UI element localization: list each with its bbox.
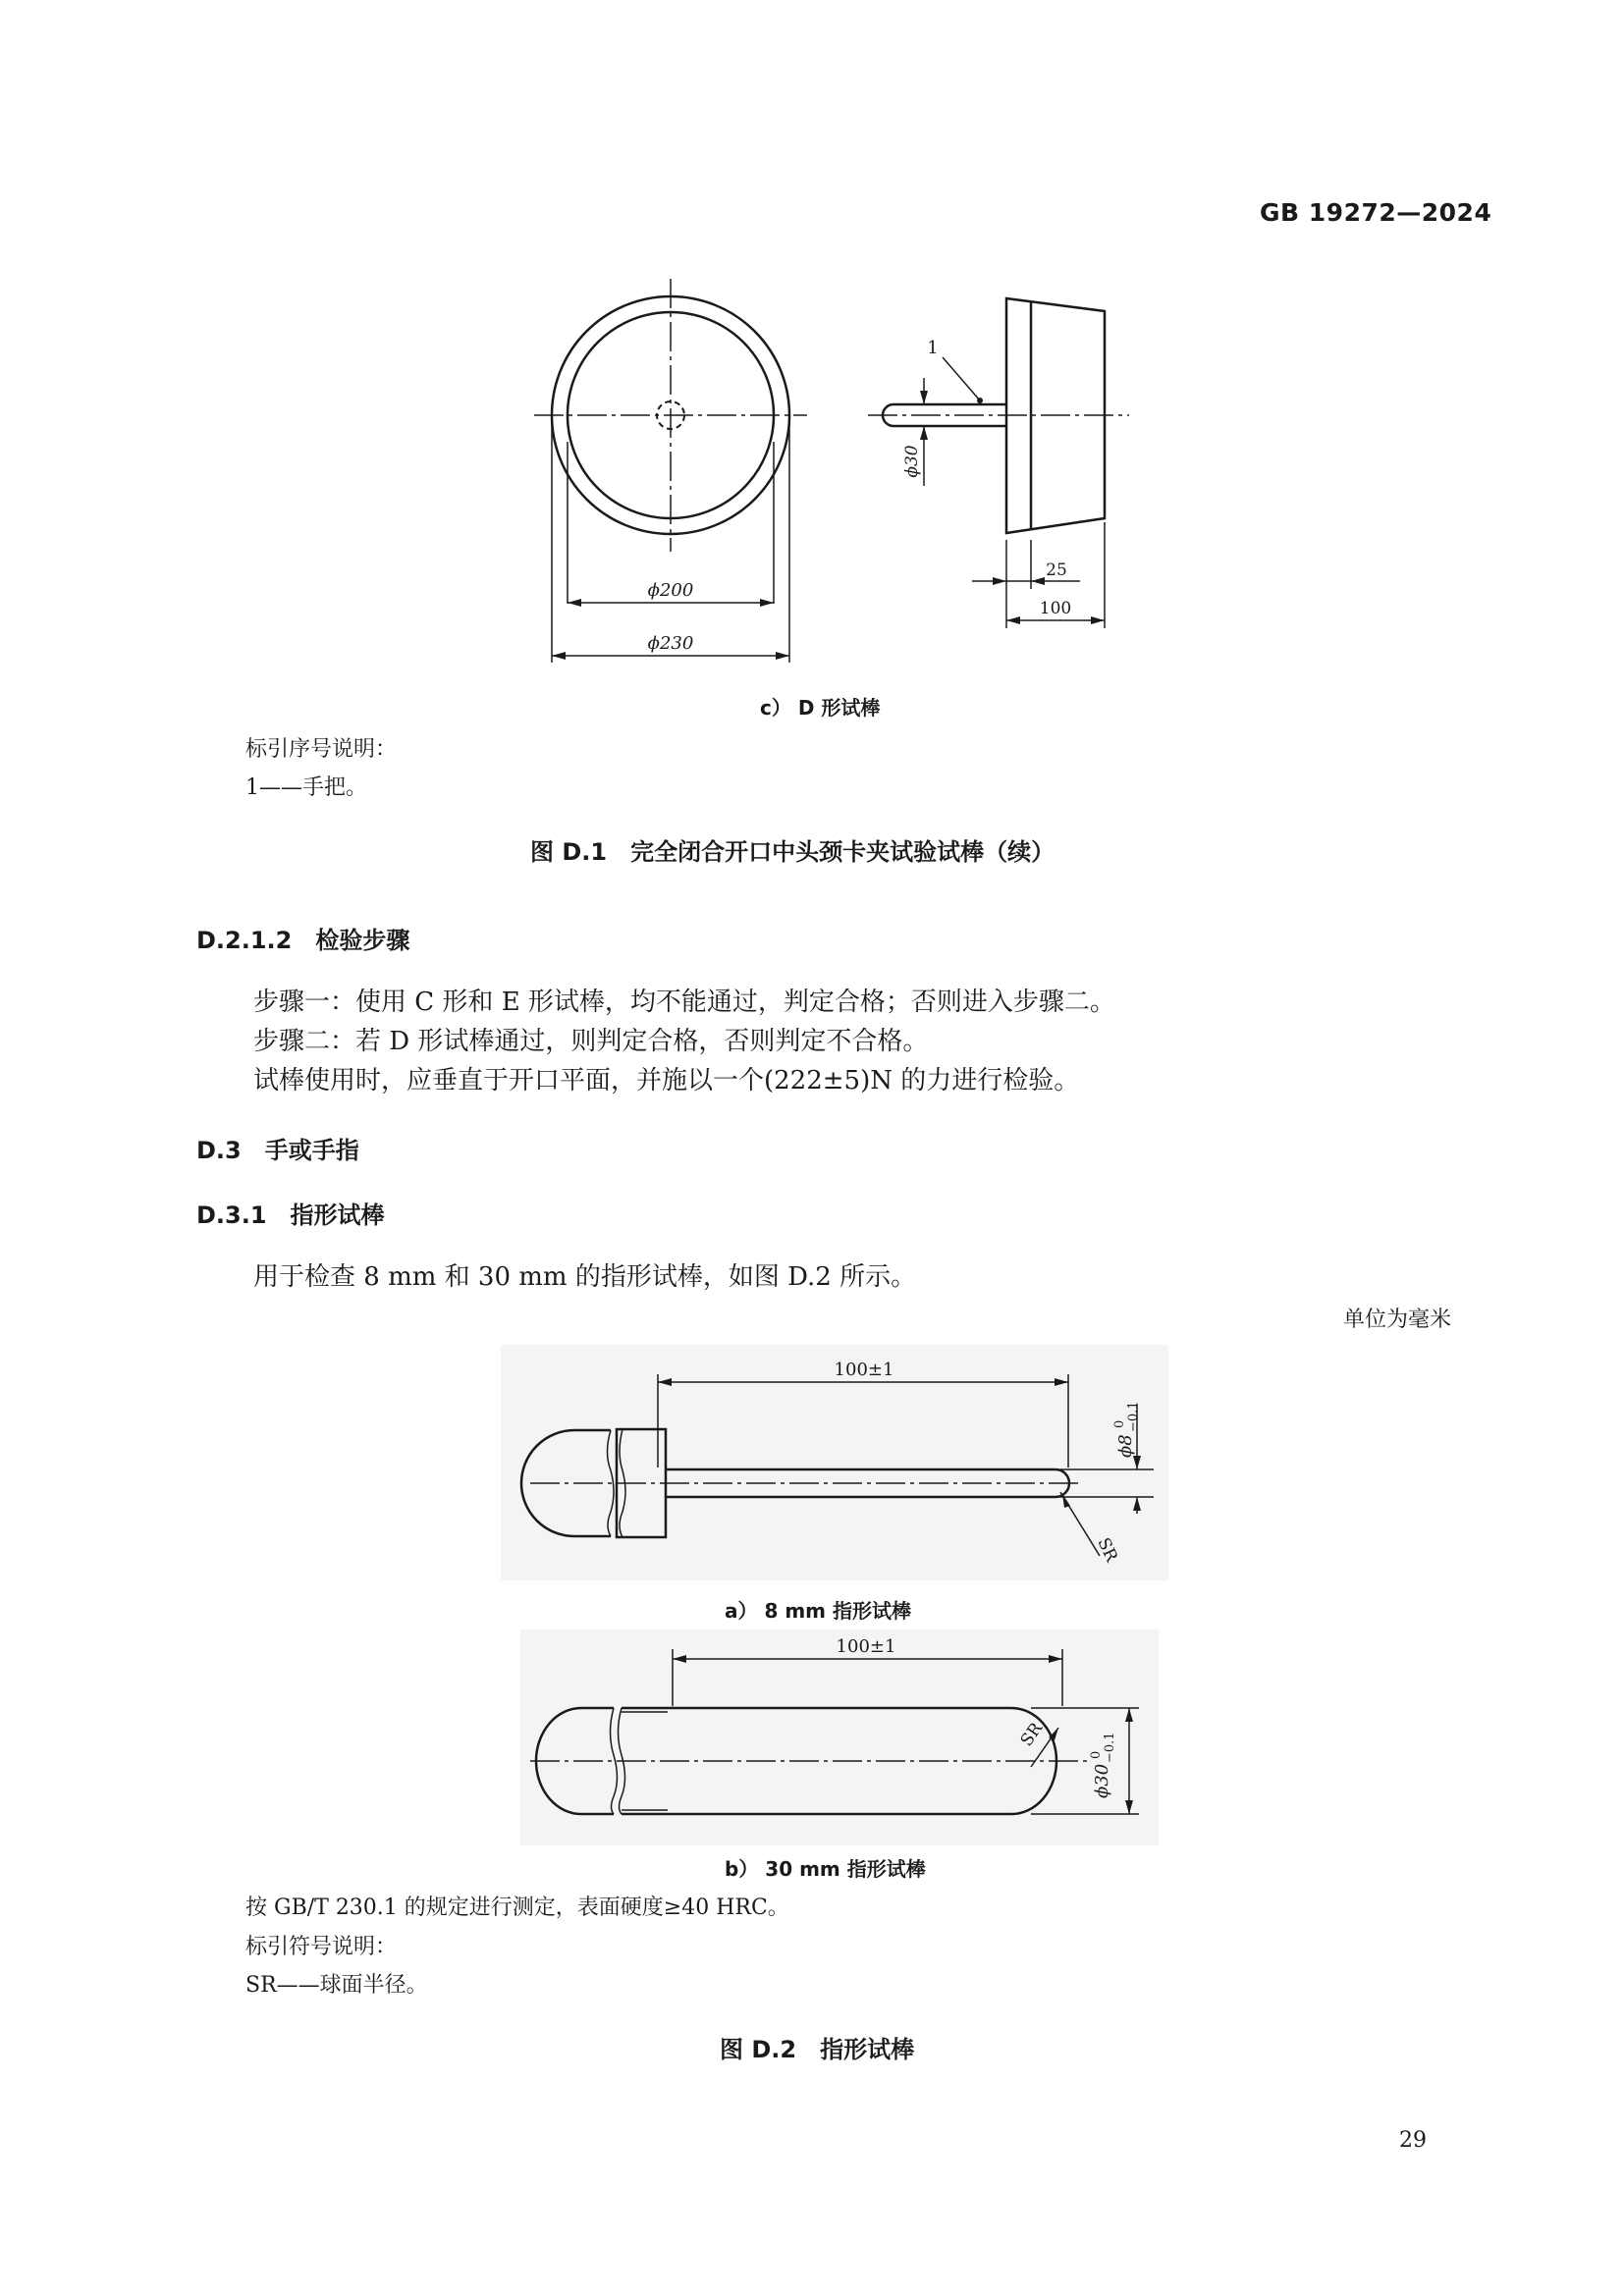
figure-d2-legend-title: 标引符号说明： — [245, 1935, 398, 1959]
paragraph-step-1: 步骤一：使用 C 形和 E 形试棒，均不能通过，判定合格；否则进入步骤二。 — [253, 988, 1115, 1017]
page-number: 29 — [1399, 2128, 1427, 2153]
paragraph-step-2: 步骤二：若 D 形试棒通过，则判定合格，否则判定不合格。 — [253, 1027, 929, 1056]
dim-phi230: ϕ230 — [647, 633, 694, 654]
probe-b-length: 100±1 — [836, 1636, 896, 1657]
section-d3-heading: D.3 手或手指 — [196, 1137, 359, 1164]
figure-d1-drawing — [511, 275, 1198, 667]
figure-d1-sub-caption: c） D 形试棒 — [760, 696, 881, 720]
unit-note: 单位为毫米 — [1343, 1308, 1452, 1332]
figure-d1-legend-title: 标引序号说明： — [245, 737, 398, 762]
dim-25: 25 — [1046, 561, 1067, 580]
section-d212-heading: D.2.1.2 检验步骤 — [196, 927, 410, 954]
probe-a-diameter: ϕ8 — [1115, 1434, 1136, 1458]
callout-1: 1 — [927, 338, 939, 358]
section-d31-heading: D.3.1 指形试棒 — [196, 1201, 385, 1229]
figure-d2b-drawing — [520, 1629, 1159, 1845]
standard-code: GB 19272—2024 — [1260, 198, 1492, 227]
dim-100: 100 — [1039, 599, 1072, 618]
probe-b-tol-upper: 0 — [1089, 1750, 1104, 1759]
probe-a-length: 100±1 — [834, 1360, 894, 1380]
dim-phi30: ϕ30 — [902, 445, 922, 478]
probe-b-diameter: ϕ30 — [1092, 1763, 1112, 1798]
probe-b-sr: SR — [1016, 1719, 1048, 1750]
figure-d2a-sub-caption: a） 8 mm 指形试棒 — [725, 1599, 911, 1623]
figure-d2b-sub-caption: b） 30 mm 指形试棒 — [725, 1857, 926, 1881]
paragraph-usage: 试棒使用时，应垂直于开口平面，并施以一个(222±5)N 的力进行检验。 — [253, 1066, 1080, 1095]
dim-phi200: ϕ200 — [647, 580, 694, 601]
figure-d1-legend-item: 1——手把。 — [245, 775, 367, 800]
figure-d2-legend-item: SR——球面半径。 — [245, 1973, 428, 1998]
probe-a-tol-lower: −0.1 — [1126, 1401, 1141, 1432]
figure-d2-note: 按 GB/T 230.1 的规定进行测定，表面硬度≥40 HRC。 — [245, 1896, 789, 1920]
paragraph-finger-probe: 用于检查 8 mm 和 30 mm 的指形试棒，如图 D.2 所示。 — [253, 1262, 917, 1292]
figure-d1-caption: 图 D.1 完全闭合开口中头颈卡夹试验试棒（续） — [530, 838, 1056, 866]
probe-a-tol-upper: 0 — [1112, 1419, 1127, 1428]
handle-rod — [883, 404, 1006, 426]
figure-d2a-drawing — [501, 1345, 1168, 1580]
probe-b-tol-lower: −0.1 — [1103, 1732, 1117, 1763]
figure-d2-caption: 图 D.2 指形试棒 — [720, 2036, 915, 2063]
probe-a-sr: SR — [1093, 1534, 1121, 1566]
